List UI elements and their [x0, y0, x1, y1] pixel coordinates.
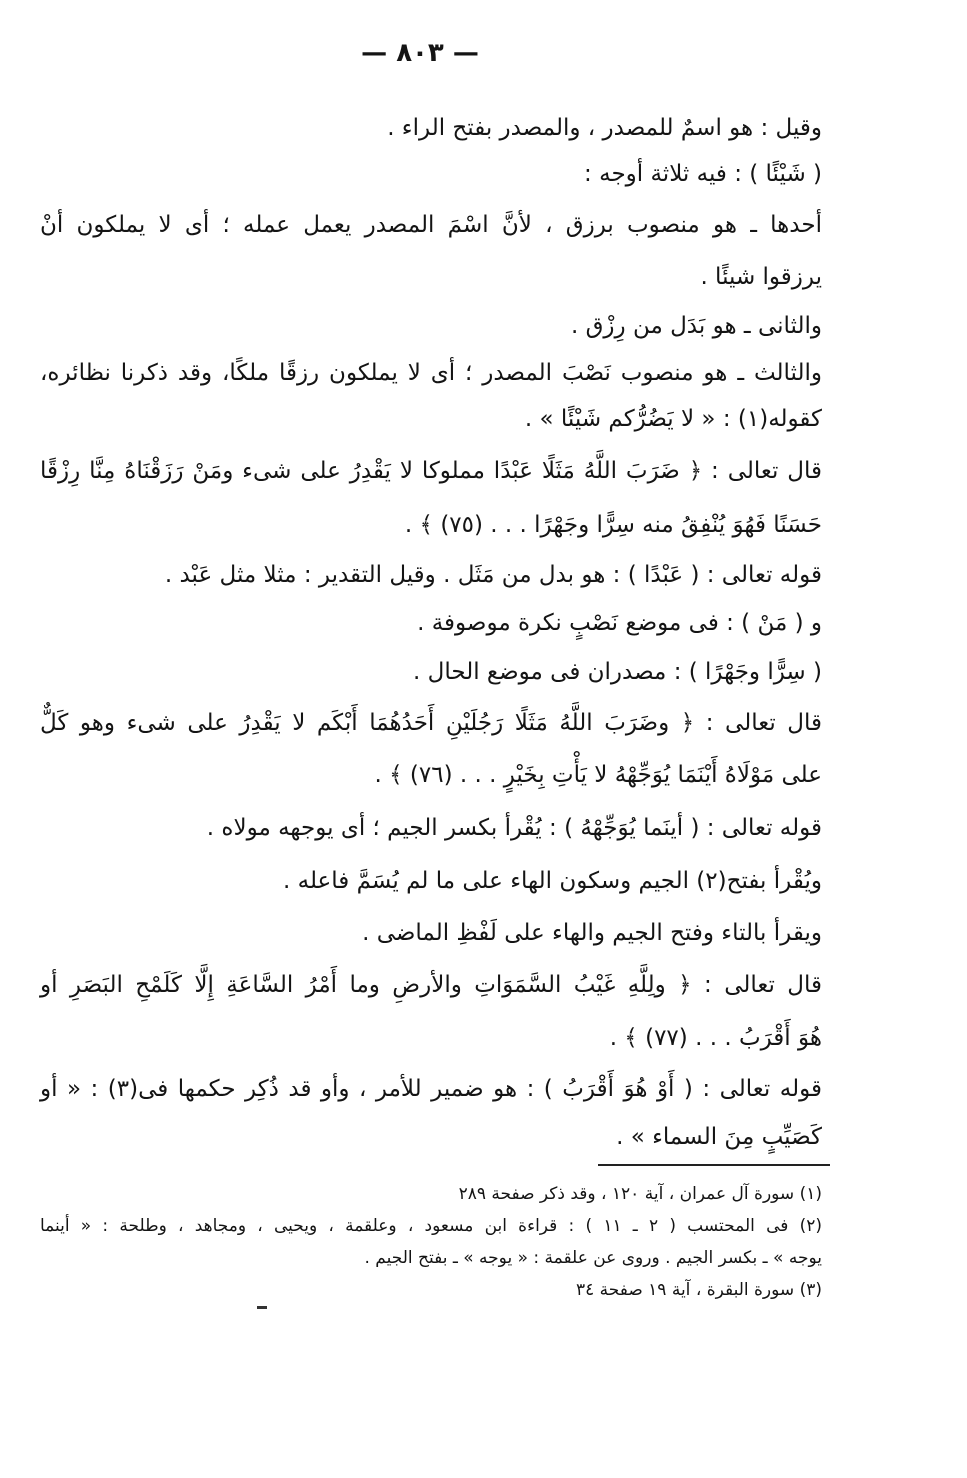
text-line-2: ( شَيْئًا ) : فيه ثلاثة أوجه : — [584, 161, 822, 187]
text-line-4: يرزقوا شيئًا . — [700, 264, 822, 290]
text-line-17: ويقرأ بالتاء وفتح الجيم والهاء على لَفْظِ الماضى . — [362, 920, 822, 946]
page-number: — ٨٠٣ — — [361, 38, 479, 68]
footnote-2-line-1: (٢) فى المحتسب ( ٢ ـ ١١ ) : قراءة ابن مسعود ، وعلقمة ، ويحيى ، ومجاهد ، وطلحة : « أينما — [40, 1216, 823, 1236]
footnote-1: (١) سورة آل عمران ، آية ١٢٠ ، وقد ذكر صفحة ٢٨٩ — [458, 1184, 822, 1204]
text-line-11: و ( مَنْ ) : فى موضع نَصْبٍ نكرة موصوفة . — [417, 610, 822, 636]
footnote-divider — [598, 1164, 830, 1166]
quran-verse-77-line-2: هُوَ أَقْرَبُ . . . (٧٧) ﴾ . — [609, 1025, 822, 1051]
text-line-7: كقوله(١) : « لا يَضُرُّكم شَيْئًا » . — [524, 406, 822, 432]
text-line-1: وقيل : هو اسمٌ للمصدر ، والمصدر بفتح الراء . — [387, 115, 822, 141]
quran-verse-76-line-2: على مَوْلَاهُ أَيْنَمَا يُوَجِّهْهُ لا يَأْتِ بِخَيْرٍ . . . (٧٦) ﴾ . — [374, 762, 822, 788]
quran-verse-77-line-1: قال تعالى : ﴿ ولِلَّهِ غَيْبُ السَّمَوَاتِ والأرضِ وما أَمْرُ السَّاعَةِ إِلَّا كَلَمْحِ البَصَرِ أو — [40, 972, 822, 998]
ink-speck — [257, 1306, 267, 1309]
quran-verse-75-line-2: حَسَنًا فَهُوَ يُنْفِقُ منه سِرًّا وجَهْرًا . . . (٧٥) ﴾ . — [404, 512, 822, 538]
text-line-5: والثانى ـ هو بَدَل من رِزْق . — [570, 313, 822, 339]
text-line-21: كَصَيِّبٍ مِنَ السماء » . — [616, 1124, 822, 1150]
text-line-15: قوله تعالى : ( أينَما يُوَجِّهْهُ ) : يُقْرأ بكسر الجيم ؛ أى يوجهه مولاه . — [206, 815, 822, 841]
text-line-16: ويُقْرأ بفتح(٢) الجيم وسكون الهاء على ما لم يُسَمَّ فاعله . — [282, 868, 822, 894]
footnote-3: (٣) سورة البقرة ، آية ١٩ صفحة ٣٤ — [575, 1280, 822, 1300]
quran-verse-76-line-1: قال تعالى : ﴿ وضَرَبَ اللَّهُ مَثَلًا رَجُلَيْنِ أَحَدُهُمَا أَبْكَم لا يَقْدِرُ على شىء وهو كَلٌّ — [40, 710, 822, 736]
quran-verse-75-line-1: قال تعالى : ﴿ ضَرَبَ اللَّهُ مَثَلًا عَبْدًا مملوكا لا يَقْدِرُ على شىء ومَنْ رَزَقْنَاهُ مِنَّا رِزْقًا — [40, 458, 822, 484]
text-line-20: قوله تعالى : ( أَوْ هُوَ أَقْرَبُ ) : هو ضمير للأمر ، وأو قد ذُكِر حكمها فى(٣) : « أو — [40, 1076, 822, 1102]
text-line-6: والثالث ـ هو منصوب نَصْبَ المصدر ؛ أى لا يملكون رزقًا ملكًا، وقد ذكرنا نظائره، — [40, 360, 822, 386]
text-line-3: أحدها ـ هو منصوب برزق ، لأنَّ اسْمَ المصدر يعمل عمله ؛ أى لا يملكون أنْ — [40, 212, 822, 238]
footnote-2-line-2: يوجه » ـ بكسر الجيم . وروى عن علقمة : « يوجه » ـ بفتح الجيم . — [364, 1248, 822, 1268]
text-line-10: قوله تعالى : ( عَبْدًا ) : هو بدل من مَثَل . وقيل التقدير : مثلا مثل عَبْد . — [164, 562, 822, 588]
text-line-12: ( سِرًّا وجَهْرًا ) : مصدران فى موضع الحال . — [413, 659, 822, 685]
